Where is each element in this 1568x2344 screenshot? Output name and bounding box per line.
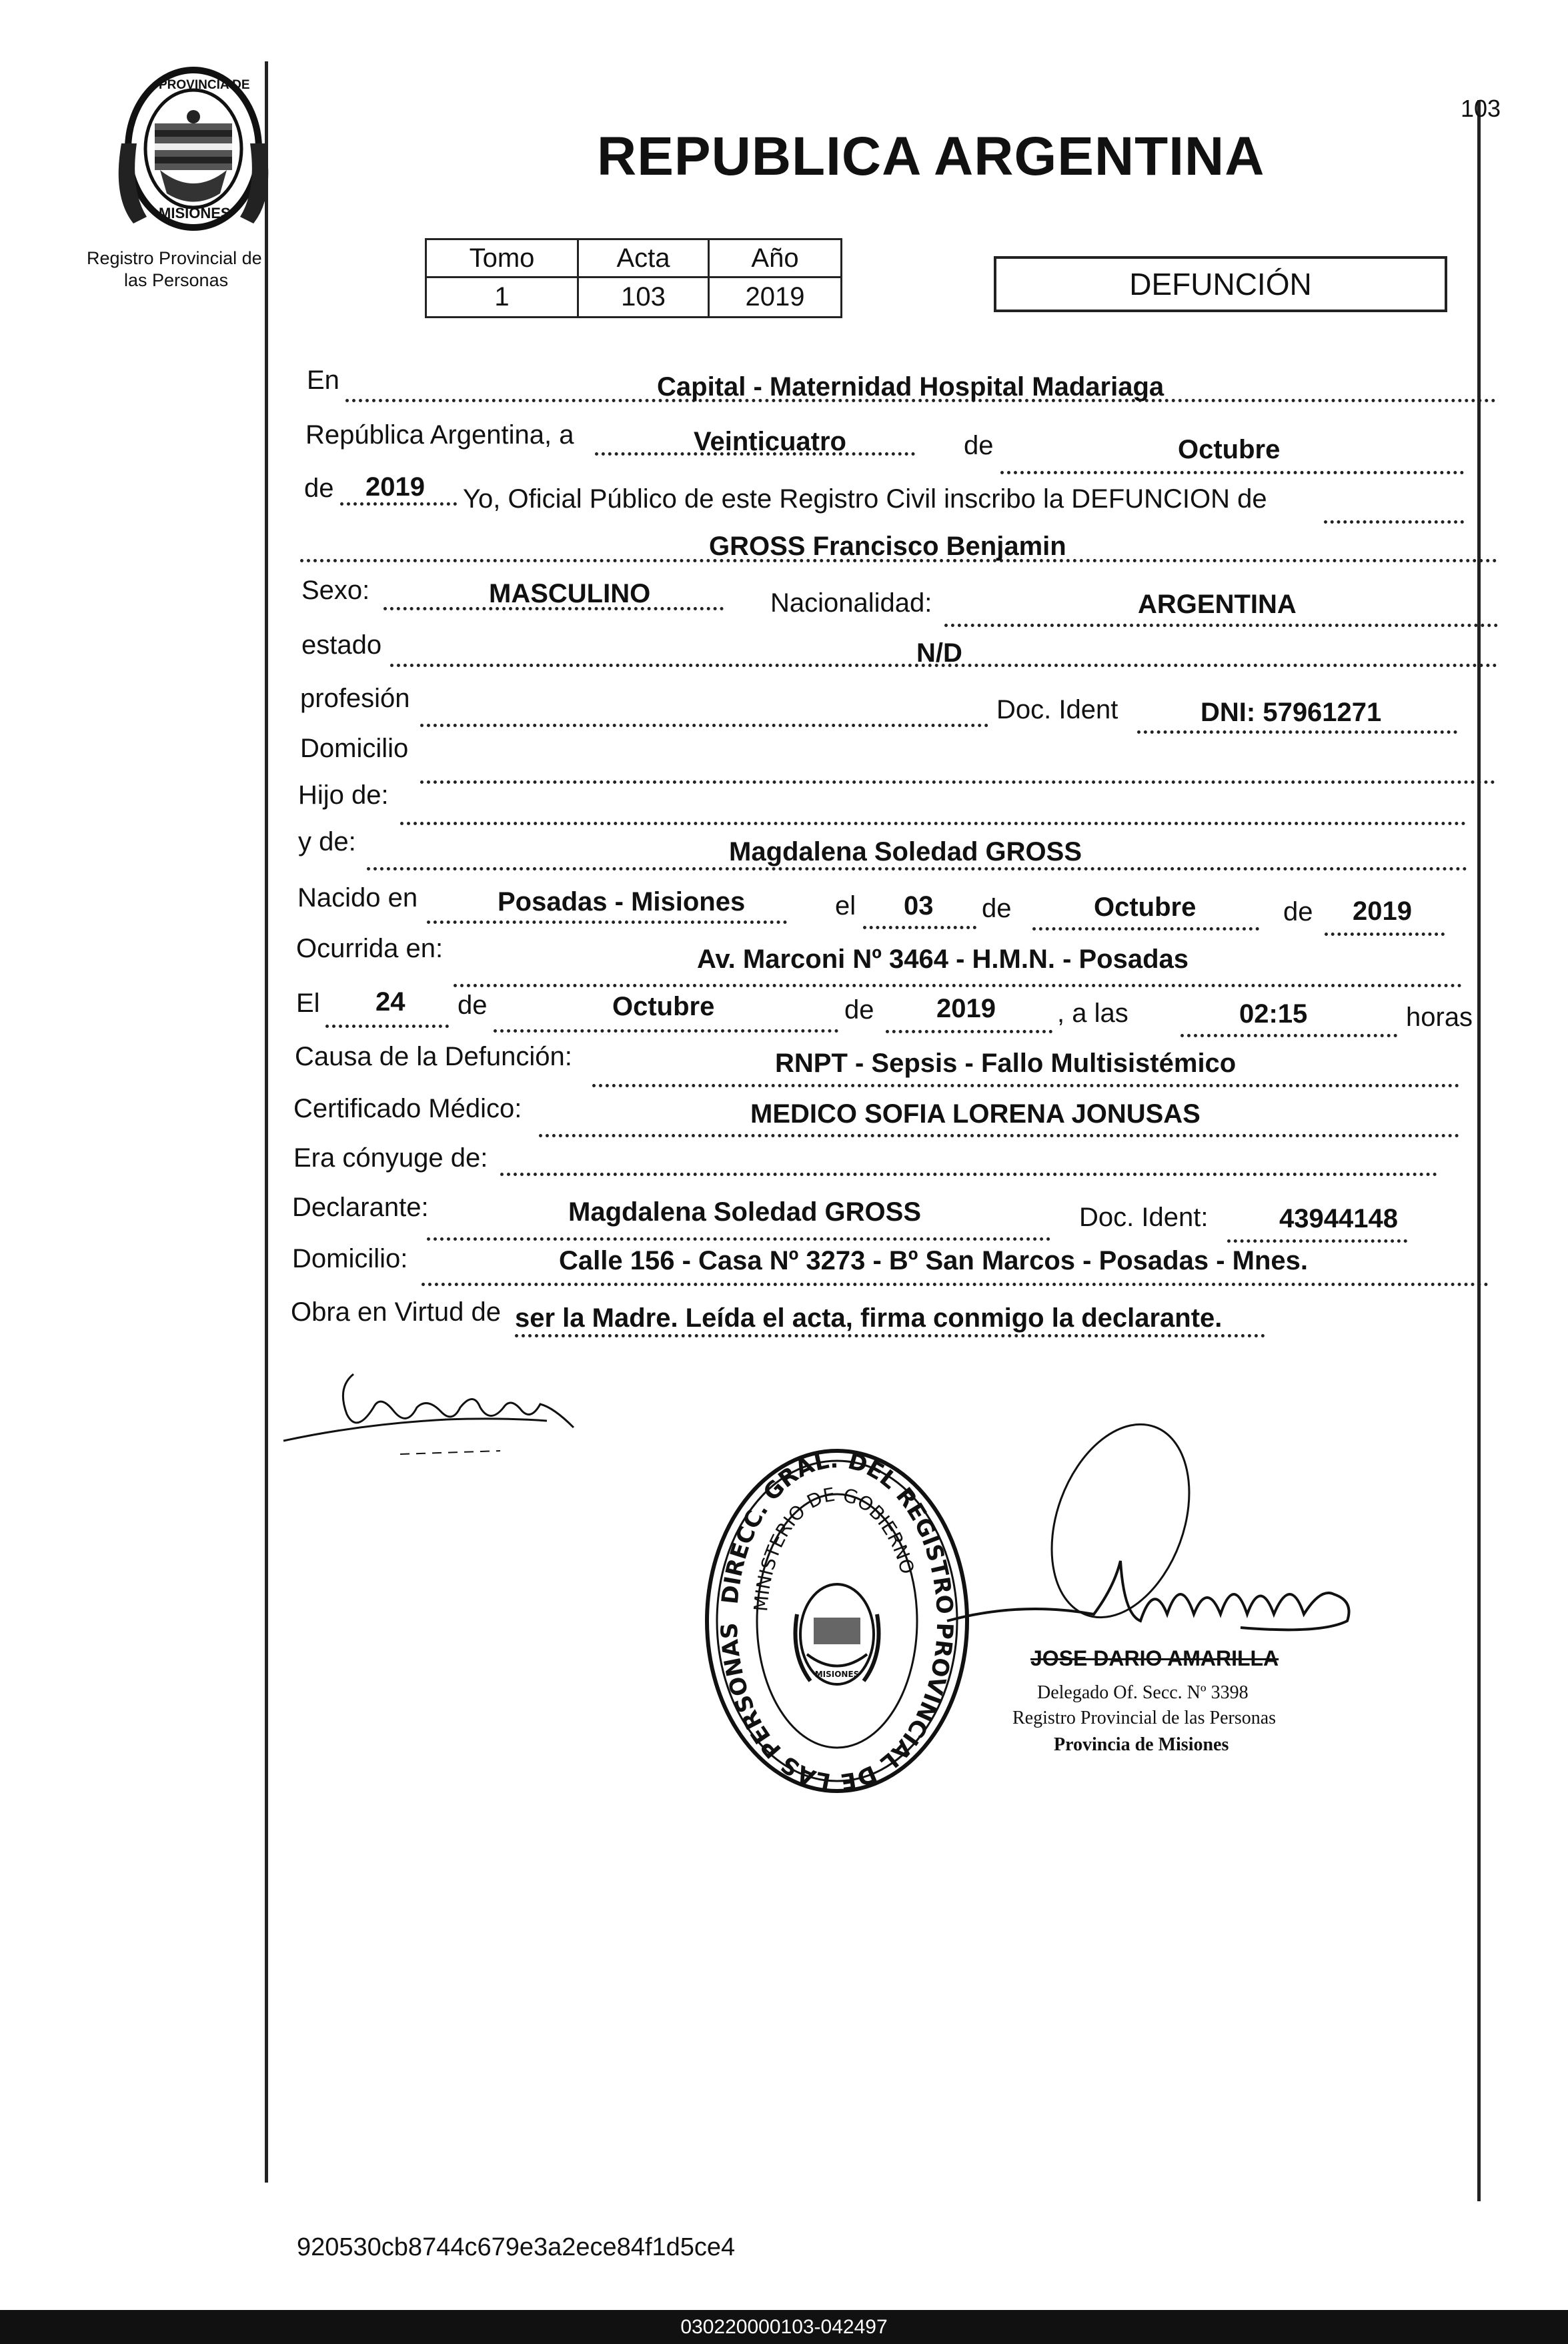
sexo-value: MASCULINO [489, 579, 651, 608]
doc-ident2-label: Doc. Ident: [1079, 1203, 1209, 1232]
acta-header: Acta [579, 240, 710, 278]
de-label: de [964, 431, 994, 460]
acta-value: 103 [579, 278, 710, 316]
dots [944, 624, 1498, 627]
horas-label: horas [1406, 1003, 1473, 1032]
stamp-inner-text: MINISTERIO DE GOBIERNO [750, 1483, 919, 1613]
tomo-header: Tomo [427, 240, 579, 278]
anio-value: 2019 [365, 472, 425, 502]
nacido-label: Nacido en [297, 883, 418, 913]
stamp-outer-text: DIRECC. GRAL. DEL REGISTRO PROVINCIAL DE LAS PERSONAS [716, 1446, 958, 1796]
dots [422, 1283, 1489, 1286]
logo-text-bottom: MISIONES [159, 205, 231, 221]
el-label: El [296, 989, 320, 1018]
de-label: de [982, 894, 1012, 923]
nacionalidad-value: ARGENTINA [1138, 590, 1297, 619]
declarante-value: Magdalena Soledad GROSS [568, 1197, 922, 1227]
doc-type-box [994, 256, 1447, 312]
mes-value: Octubre [1178, 435, 1281, 464]
doc-ident-label: Doc. Ident [996, 695, 1118, 724]
certificado-label: Certificado Médico: [293, 1094, 522, 1123]
registry-line1: Registro Provincial de [87, 248, 262, 268]
dots [863, 926, 976, 929]
record-table [425, 238, 842, 318]
causa-value: RNPT - Sepsis - Fallo Multisistémico [775, 1049, 1237, 1078]
dots [454, 984, 1462, 987]
obra-label: Obra en Virtud de [291, 1297, 502, 1327]
ocurrida-value: Av. Marconi Nº 3464 - H.M.N. - Posadas [697, 945, 1189, 974]
page-number: 103 [1461, 95, 1501, 122]
madre-value: Magdalena Soledad GROSS [729, 837, 1082, 866]
en-label: En [307, 366, 339, 395]
right-margin-line [1477, 100, 1481, 2201]
nacido-lugar-value: Posadas - Misiones [498, 887, 746, 917]
domicilio-label: Domicilio [300, 734, 409, 763]
domicilio2-value: Calle 156 - Casa Nº 3273 - Bº San Marcos - Posadas - Mnes. [559, 1246, 1309, 1275]
anio-header: Año [710, 240, 840, 278]
registry-line2: las Personas [124, 270, 229, 290]
domicilio2-label: Domicilio: [292, 1244, 408, 1273]
de-label: de [1283, 897, 1313, 927]
dots [427, 1237, 1050, 1241]
estado-label: estado [301, 630, 382, 660]
profesion-label: profesión [300, 684, 410, 713]
province-logo [107, 63, 280, 233]
dots [427, 921, 787, 924]
yo-text: Yo, Oficial Público de este Registro Civil inscribo la DEFUNCION de [463, 484, 1267, 514]
nac-anio-value: 2019 [1353, 897, 1412, 926]
estado-value: N/D [916, 638, 962, 668]
barcode-number: 030220000103-042497 [680, 2315, 888, 2338]
de-label: de [458, 991, 488, 1020]
a-las-label: , a las [1057, 999, 1128, 1028]
dots [515, 1334, 1265, 1337]
dots [886, 1030, 1052, 1033]
dots [1137, 730, 1457, 734]
anio-value: 2019 [745, 282, 805, 312]
hora-value: 02:15 [1239, 999, 1308, 1029]
dots [500, 1173, 1437, 1176]
dots [1227, 1239, 1407, 1243]
conyuge-label: Era cónyuge de: [293, 1143, 488, 1173]
dots [494, 1029, 838, 1033]
def-anio-value: 2019 [936, 994, 996, 1023]
declarante-doc-value: 43944148 [1279, 1204, 1398, 1233]
official-line1: Delegado Of. Secc. Nº 3398 [1037, 1682, 1249, 1703]
tomo-value: 1 [427, 278, 579, 316]
el-label: el [835, 891, 856, 921]
de-label: de [844, 995, 874, 1025]
official-line3: Provincia de Misiones [1054, 1734, 1229, 1755]
dots [325, 1025, 449, 1028]
declarante-label: Declarante: [292, 1193, 429, 1222]
dots [1000, 471, 1464, 474]
hijo-label: Hijo de: [298, 780, 389, 810]
dots [592, 1084, 1459, 1087]
de-label: de [304, 474, 334, 503]
lugar-value: Capital - Maternidad Hospital Madariaga [657, 372, 1164, 402]
dots [1324, 520, 1464, 524]
dots [400, 822, 1466, 825]
stamp-emblem-text: MISIONES [814, 1670, 860, 1679]
y-de-label: y de: [298, 827, 356, 856]
declarant-signature [280, 1361, 587, 1468]
dots [1032, 927, 1259, 931]
def-mes-value: Octubre [612, 992, 715, 1021]
dia-texto-value: Veinticuatro [694, 427, 846, 456]
republica-label: República Argentina, a [305, 420, 574, 450]
dots [420, 724, 988, 727]
document-hash: 920530cb8744c679e3a2ece84f1d5ce4 [297, 2233, 736, 2261]
left-margin-line [265, 61, 268, 2183]
obra-value: ser la Madre. Leída el acta, firma conmigo la declarante. [515, 1303, 1223, 1333]
dots [539, 1134, 1459, 1137]
dots [1325, 933, 1445, 936]
dots [367, 867, 1467, 870]
official-line2: Registro Provincial de las Personas [1012, 1708, 1277, 1728]
nac-dia-value: 03 [904, 891, 934, 921]
logo-text-top: PROVINCIA DE [159, 78, 250, 92]
ocurrida-label: Ocurrida en: [296, 934, 444, 963]
dots [340, 502, 457, 506]
nacionalidad-label: Nacionalidad: [770, 588, 932, 618]
page-title: REPUBLICA ARGENTINA [597, 126, 1265, 187]
doc-type: DEFUNCIÓN [1129, 267, 1312, 302]
certificado-value: MEDICO SOFIA LORENA JONUSAS [750, 1099, 1201, 1129]
sexo-label: Sexo: [301, 576, 370, 605]
dots [1181, 1034, 1397, 1037]
official-name: JOSE DARIO AMARILLA [1030, 1646, 1279, 1670]
nombre-value: GROSS Francisco Benjamin [709, 532, 1066, 561]
footer-bar [0, 2310, 1568, 2344]
causa-label: Causa de la Defunción: [295, 1042, 572, 1071]
dni-value: DNI: 57961271 [1201, 698, 1382, 727]
def-dia-value: 24 [375, 987, 406, 1017]
nac-mes-value: Octubre [1094, 893, 1197, 922]
dots [420, 780, 1495, 784]
